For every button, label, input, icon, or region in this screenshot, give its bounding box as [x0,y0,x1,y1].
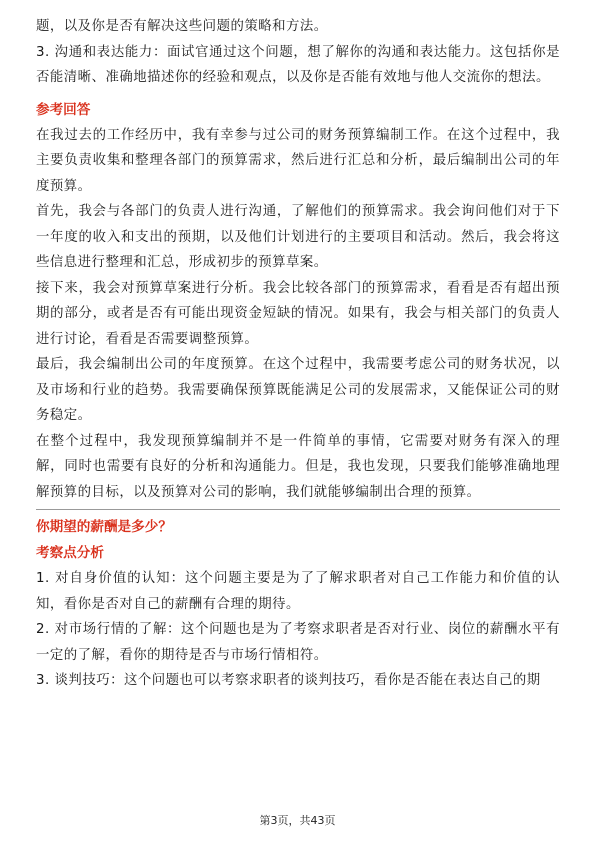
document-page [36,14,560,694]
analysis-point-3: 3. 谈判技巧：这个问题也可以考察求职者的谈判技巧，看你是否能在表达自己的期 [36,673,541,688]
answer-paragraph-4: 最后，我会编制出公司的年度预算。在这个过程中，我需要考虑公司的财务状况，以及市场和行业的趋势。我需要确保预算既能满足公司的发展需求，又能保证公司的财务稳定。 [36,357,560,423]
answer-paragraph-2: 首先，我会与各部门的负责人进行沟通，了解他们的预算需求。我会询问他们对于下一年度的收入和支出的预期，以及他们计划进行的主要项目和活动。然后，我会将这些信息进行整理和汇总，形成初步的预算草案。 [36,204,560,270]
continued-line: 题，以及你是否有解决这些问题的策略和方法。 [36,19,328,34]
answer-paragraph-3: 接下来，我会对预算草案进行分析。我会比较各部门的预算需求，看看是否有超出预期的部分，或者是否有可能出现资金短缺的情况。如果有，我会与相关部门的负责人进行讨论，看看是否需要调整预算。 [36,280,560,347]
page-number: 第3页，共43页 [259,814,336,827]
analysis-point-1: 1. 对自身价值的认知：这个问题主要是为了了解求职者对自己工作能力和价值的认知，看你是否对自己的薪酬有合理的期待。 [36,571,560,612]
question-title: 你期望的薪酬是多少？ [36,519,172,535]
section-divider [36,509,560,510]
answer-paragraph-1: 在我过去的工作经历中，我有幸参与过公司的财务预算编制工作。在这个过程中，我主要负责收集和整理各部门的预算需求，然后进行汇总和分析，最后编制出公司的年度预算。 [36,127,560,194]
analysis-heading: 考察点分析 [36,545,104,561]
answer-paragraph-5: 在整个过程中，我发现预算编制并不是一件简单的事情，它需要对财务有深入的理解，同时也需要有良好的分析和沟通能力。但是，我也发现，只要我们能够准确地理解预算的目标，以及预算对公司的影响，我们就能够编制出合理的预算。 [36,433,560,500]
point-communication: 3. 沟通和表达能力：面试官通过这个问题，想了解你的沟通和表达能力。这包括你是否能清晰、准确地描述你的经验和观点，以及你是否能有效地与他人交流你的想法。 [36,44,560,85]
analysis-point-2: 2. 对市场行情的了解：这个问题也是为了考察求职者是否对行业、岗位的薪酬水平有一定的了解，看你的期待是否与市场行情相符。 [36,622,560,663]
answer-heading: 参考回答 [36,101,91,118]
